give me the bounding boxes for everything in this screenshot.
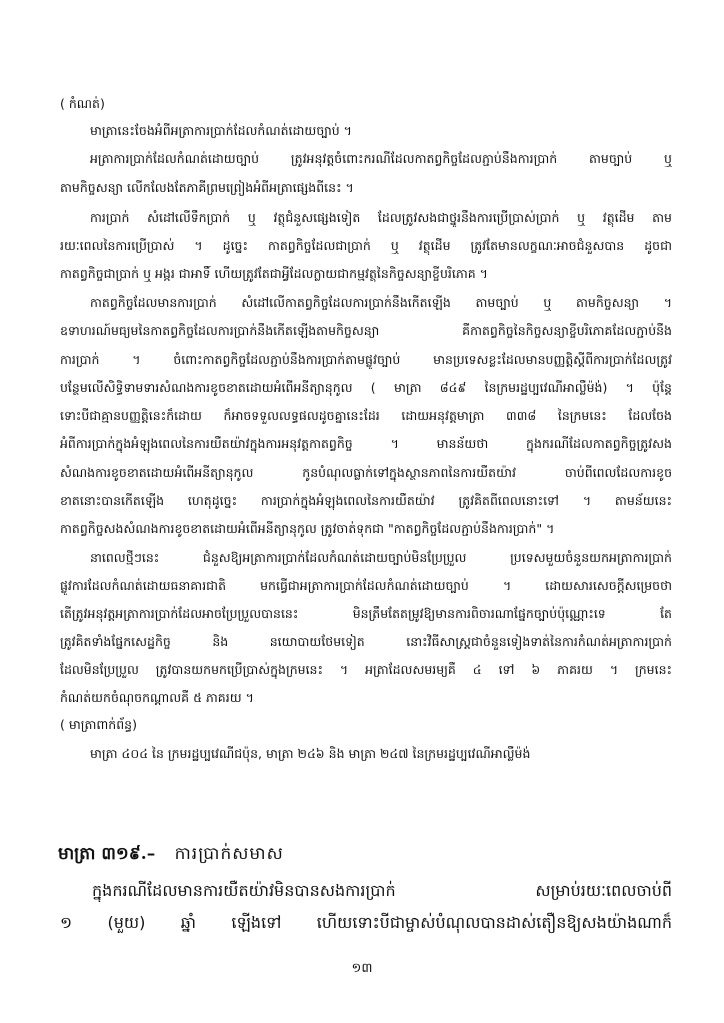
page-number: ១៣ [351, 961, 373, 976]
paragraph-line: សំណងការខូចខាតដោយអំពើអនីត្យានុកូល កូនបំណុលធ្លាក់ទៅក្នុងស្ថានភាពនៃការយឺតយ៉ាវ ចាប់ពីពេលដែលការខូច [60, 465, 672, 480]
article-title: ការប្រាក់សមាស [174, 844, 284, 864]
section-label-note: ( កំណត់) [60, 96, 105, 111]
paragraph-line: ខាតនោះបានកើតឡើង ហេតុដូច្នេះ ការប្រាក់ក្នុងអំឡុងពេលនៃការយឺតយ៉ាវ ត្រូវគិតពីពេលនោះទៅ ។ តាមន័យនេះ [60, 493, 672, 508]
paragraph-line: កាតព្វកិច្ចសងសំណងការខូចខាតដោយអំពើអនីត្យានុកូល ត្រូវចាត់ទុកជា "កាតព្វកិច្ចដែលភ្ជាប់នឹងការប្រាក់" ។ [60, 521, 555, 536]
paragraph-line: មាត្រានេះចែងអំពីអត្រាការប្រាក់ដែលកំណត់ដោយច្បាប់ ។ [90, 123, 352, 138]
paragraph-line: កាតព្វកិច្ចដែលមានការប្រាក់ សំដៅលើកាតព្វកិច្ចដែលការប្រាក់នឹងកើតឡើង តាមច្បាប់ ឬ តាមកិច្ចសន្យា ។ [90, 295, 672, 310]
paragraph-line: កាតព្វកិច្ចជាប្រាក់ ឬ អង្ករ ជាអាទិ៍ ហើយត្រូវតែជាអ្វីដែលក្លាយជាកម្មវត្ថុនៃកិច្ចសន្យាខ្ចីបរិភោគ ។ [60, 266, 488, 281]
article-number: មាត្រា ៣១៩.– [58, 844, 156, 864]
paragraph-line: នាពេលថ្មីៗនេះ ជំនួសឱ្យអត្រាការប្រាក់ដែលកំណត់ដោយច្បាប់មិនប្រែប្រួល ប្រទេសមួយចំនួនយកអត្រាការប្រាក់ [90, 550, 672, 565]
article-body-line: ក្នុងករណីដែលមានការយឺតយ៉ាវមិនបានសងការប្រាក់ សម្រាប់រយៈពេលចាប់ពី [92, 881, 672, 900]
paragraph-line: ត្រូវគិតទាំងផ្នែកសេដ្ឋកិច្ច និង នយោបាយថែមទៀត នោះវិធីសាស្ត្រជាចំនួនទៀងទាត់នៃការកំណត់អត្រាការប្រាក់ [60, 634, 672, 649]
paragraph-line: កំណត់យកចំណុចកណ្តាលគឺ ៥ ភាគរយ ។ [60, 690, 254, 705]
paragraph-line: អត្រាការប្រាក់ដែលកំណត់ដោយច្បាប់ ត្រូវអនុវត្តចំពោះករណីដែលកាតព្វកិច្ចដែលភ្ជាប់នឹងការប្រាក់ តាមច្បាប់ ឬ [90, 151, 672, 166]
paragraph-line: បន្ថែមលើសិទ្ធិទាមទារសំណងការខូចខាតដោយអំពើអនីត្យានុកូល ( មាត្រា ៨៤៩ នៃក្រមរដ្ឋប្បវេណីអាល្លឺម៉ង់) ។ ប៉ុន្តែ [60, 380, 672, 395]
article-body-line: ១ (មួយ) ឆ្នាំ ឡើងទៅ ហើយទោះបីជាម្ចាស់បំណុលបានដាស់តឿនឱ្យសងយ៉ាងណាក៏ [60, 913, 672, 932]
paragraph-line: ការប្រាក់ ។ ចំពោះកាតព្វកិច្ចដែលភ្ជាប់នឹងការប្រាក់តាមផ្លូវច្បាប់ មានប្រទេសខ្លះដែលមានបញ្ញត្តិស្តីពីការប្រាក់ដែលត្រូវ [60, 352, 672, 367]
paragraph-line: ឧទាហរណ៍មធ្យមនៃកាតព្វកិច្ចដែលការប្រាក់នឹងកើតឡើងតាមកិច្ចសន្យា គឺកាតព្វកិច្ចនៃកិច្ចសន្យាខ្ចីបរិភោគដែលភ្ជាប់នឹង [60, 323, 672, 338]
article-heading [58, 843, 284, 865]
paragraph-line: ការប្រាក់ សំដៅលើទឹកប្រាក់ ឬ វត្ថុជំនួសផ្សេងទៀត ដែលត្រូវសងជាថ្នូរនឹងការប្រើប្រាស់ប្រាក់ ឬ វត្ថុដើម តាម [90, 210, 672, 225]
paragraph-line: ទោះបីជាគ្មានបញ្ញត្តិនេះក៏ដោយ ក៏អាចទទួលលទ្ធផលដូចគ្នានេះដែរ ដោយអនុវត្តមាត្រា ៣៣៨ នៃក្រមនេះ ដែលចែង [60, 408, 672, 423]
paragraph-line: តាមកិច្ចសន្យា លើកលែងតែភាគីព្រមព្រៀងអំពីអត្រាផ្សេងពីនេះ ។ [60, 180, 354, 195]
paragraph-line: តើត្រូវអនុវត្តអត្រាការប្រាក់ដែលអាចប្រែប្រួលបាននេះ មិនត្រឹមតែតម្រូវឱ្យមានការពិចារណាផ្នែកច្បាប់ប៉ុណ្ណោះទេ តែ [60, 606, 672, 621]
paragraph-line: ផ្លូវការដែលកំណត់ដោយធនាគារជាតិ មកធ្វើជាអត្រាការប្រាក់ដែលកំណត់ដោយច្បាប់ ។ ដោយសារសេចក្តីសម្រេចថា [60, 578, 672, 593]
related-articles-line: មាត្រា ៤០៤ នៃ ក្រមរដ្ឋប្បវេណីជប៉ុន, មាត្រា ២៤៦ និង មាត្រា ២៤៧ នៃក្រមរដ្ឋប្បវេណីអាល្លឺម៉ង់ [90, 746, 531, 761]
section-label-related-articles: ( មាត្រាពាក់ព័ន្ធ) [60, 717, 137, 732]
paragraph-line: អំពីការប្រាក់ក្នុងអំឡុងពេលនៃការយឺតយ៉ាវក្នុងការអនុវត្តកាតព្វកិច្ច ។ មានន័យថា ក្នុងករណីដែលកាតព្វកិច្ចត្រូវសង [60, 436, 672, 451]
paragraph-line: រយៈពេលនៃការប្រើប្រាស់ ។ ដូច្នេះ កាតព្វកិច្ចដែលជាប្រាក់ ឬ វត្ថុដើម ត្រូវតែមានលក្ខណៈអាចជំនួសបាន ដូចជា [60, 238, 672, 253]
paragraph-line: ដែលមិនប្រែប្រួល ត្រូវបានយកមកប្រើប្រាស់ក្នុងក្រមនេះ ។ អត្រាដែលសមរម្យគឺ ៤ ទៅ ៦ ភាគរយ ។ ក្រមនេះ [60, 662, 672, 677]
